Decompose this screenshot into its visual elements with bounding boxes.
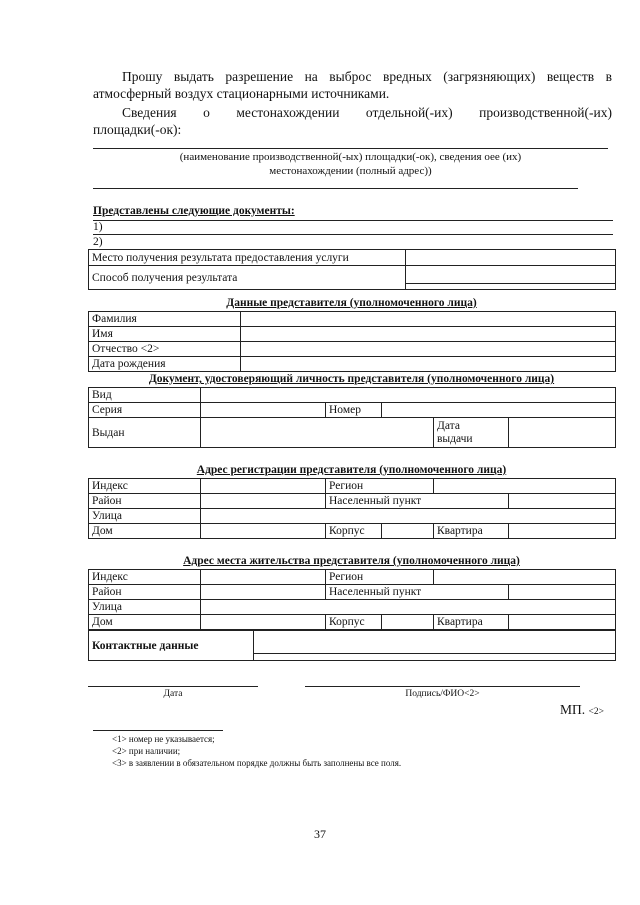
footnote-1: <1> номер не указывается; xyxy=(112,734,215,744)
rep-patronymic-label: Отчество <2> xyxy=(89,342,241,357)
res-building-field[interactable] xyxy=(382,615,434,630)
res-apartment-field[interactable] xyxy=(509,615,616,630)
result-place-label: Место получения результата предоставления услуги xyxy=(89,250,406,266)
location-fill-line-2[interactable] xyxy=(93,188,578,189)
reg-region-label: Регион xyxy=(326,479,434,494)
document-item-1: 1) xyxy=(93,221,103,233)
location-line-2: площадки(-ок): xyxy=(93,122,182,137)
reg-district-field[interactable] xyxy=(201,494,326,509)
location-caption-1: (наименование производственной(-ых) площадки(-ок), сведения оее (их) xyxy=(179,151,522,163)
id-doc-table xyxy=(88,387,616,448)
page-number: 37 xyxy=(314,827,326,841)
res-region-label: Регион xyxy=(326,570,434,585)
signature-label: Подпись/ФИО<2> xyxy=(405,689,480,699)
id-type-label: Вид xyxy=(89,388,201,403)
contacts-label: Контактные данные xyxy=(89,631,254,661)
footnote-separator xyxy=(93,730,223,731)
res-district-label: Район xyxy=(89,585,201,600)
rep-data-table xyxy=(88,311,616,372)
res-street-label: Улица xyxy=(89,600,201,615)
id-issue-date-label-1: Дата xyxy=(437,419,460,432)
documents-top-line xyxy=(93,220,613,221)
id-issued-field[interactable] xyxy=(201,418,434,448)
res-street-field[interactable] xyxy=(201,600,616,615)
result-method-value[interactable] xyxy=(406,266,616,290)
documents-title: Представлены следующие документы: xyxy=(93,205,295,217)
reg-building-field[interactable] xyxy=(382,524,434,539)
res-house-field[interactable] xyxy=(201,615,326,630)
id-number-field[interactable] xyxy=(382,403,616,418)
res-locality-label: Населенный пункт xyxy=(326,585,509,600)
res-address-title: Адрес места жительства представителя (уполномоченного лица) xyxy=(183,555,520,567)
res-locality-field[interactable] xyxy=(509,585,616,600)
id-issue-date-label-2: выдачи xyxy=(437,432,473,445)
date-label: Дата xyxy=(163,689,183,699)
rep-birthdate-label: Дата рождения xyxy=(89,357,241,372)
res-house-label: Дом xyxy=(89,615,201,630)
intro-line-1: Прошу выдать разрешение на выброс вредных (загрязняющих) веществ в xyxy=(122,69,612,84)
result-place-value[interactable] xyxy=(406,250,616,266)
stamp-mark xyxy=(560,702,604,718)
reg-house-label: Дом xyxy=(89,524,201,539)
reg-region-field[interactable] xyxy=(434,479,616,494)
location-line-1: Сведения о местонахождении отдельной(-их) производственной(-их) xyxy=(122,105,612,120)
id-doc-title: Документ, удостоверяющий личность представителя (уполномоченного лица) xyxy=(148,373,555,385)
reg-district-label: Район xyxy=(89,494,201,509)
reg-address-title: Адрес регистрации представителя (уполномоченного лица) xyxy=(196,464,507,476)
location-fill-line-1[interactable] xyxy=(93,148,608,149)
reg-street-label: Улица xyxy=(89,509,201,524)
footnote-2: <2> при наличии; xyxy=(112,746,181,756)
rep-patronymic-field[interactable] xyxy=(241,342,616,357)
contacts-field[interactable] xyxy=(254,631,616,661)
res-apartment-label: Квартира xyxy=(434,615,509,630)
stamp-label: МП. xyxy=(560,702,586,717)
result-method-label: Способ получения результата xyxy=(89,266,406,290)
rep-firstname-field[interactable] xyxy=(241,327,616,342)
signature-line[interactable] xyxy=(305,686,580,687)
document-item-2: 2) xyxy=(93,236,103,248)
res-region-field[interactable] xyxy=(434,570,616,585)
reg-apartment-label: Квартира xyxy=(434,524,509,539)
id-number-label: Номер xyxy=(326,403,382,418)
id-series-label: Серия xyxy=(89,403,201,418)
res-building-label: Корпус xyxy=(326,615,382,630)
res-address-table xyxy=(88,569,616,630)
footnote-3: <3> в заявлении в обязательном порядке должны быть заполнены все поля. xyxy=(112,758,402,768)
id-series-field[interactable] xyxy=(201,403,326,418)
contacts-table xyxy=(88,630,616,661)
id-type-field[interactable] xyxy=(201,388,616,403)
id-issue-date-label xyxy=(434,418,509,448)
date-line[interactable] xyxy=(88,686,258,687)
reg-street-field[interactable] xyxy=(201,509,616,524)
id-issue-date-field[interactable] xyxy=(509,418,616,448)
res-district-field[interactable] xyxy=(201,585,326,600)
document-item-1-line[interactable] xyxy=(93,234,613,235)
rep-lastname-field[interactable] xyxy=(241,312,616,327)
id-issued-label: Выдан xyxy=(89,418,201,448)
res-index-label: Индекс xyxy=(89,570,201,585)
location-caption-2: местонахождении (полный адрес)) xyxy=(269,165,432,177)
reg-address-table xyxy=(88,478,616,539)
intro-line-2: атмосферный воздух стационарными источниками. xyxy=(93,86,390,101)
reg-building-label: Корпус xyxy=(326,524,382,539)
reg-locality-field[interactable] xyxy=(509,494,616,509)
result-table xyxy=(88,249,616,290)
rep-data-title: Данные представителя (уполномоченного лица) xyxy=(226,297,477,309)
reg-locality-label: Населенный пункт xyxy=(326,494,509,509)
reg-house-field[interactable] xyxy=(201,524,326,539)
rep-birthdate-field[interactable] xyxy=(241,357,616,372)
stamp-ref: <2> xyxy=(588,707,604,717)
reg-index-label: Индекс xyxy=(89,479,201,494)
rep-firstname-label: Имя xyxy=(89,327,241,342)
rep-lastname-label: Фамилия xyxy=(89,312,241,327)
res-index-field[interactable] xyxy=(201,570,326,585)
reg-index-field[interactable] xyxy=(201,479,326,494)
reg-apartment-field[interactable] xyxy=(509,524,616,539)
